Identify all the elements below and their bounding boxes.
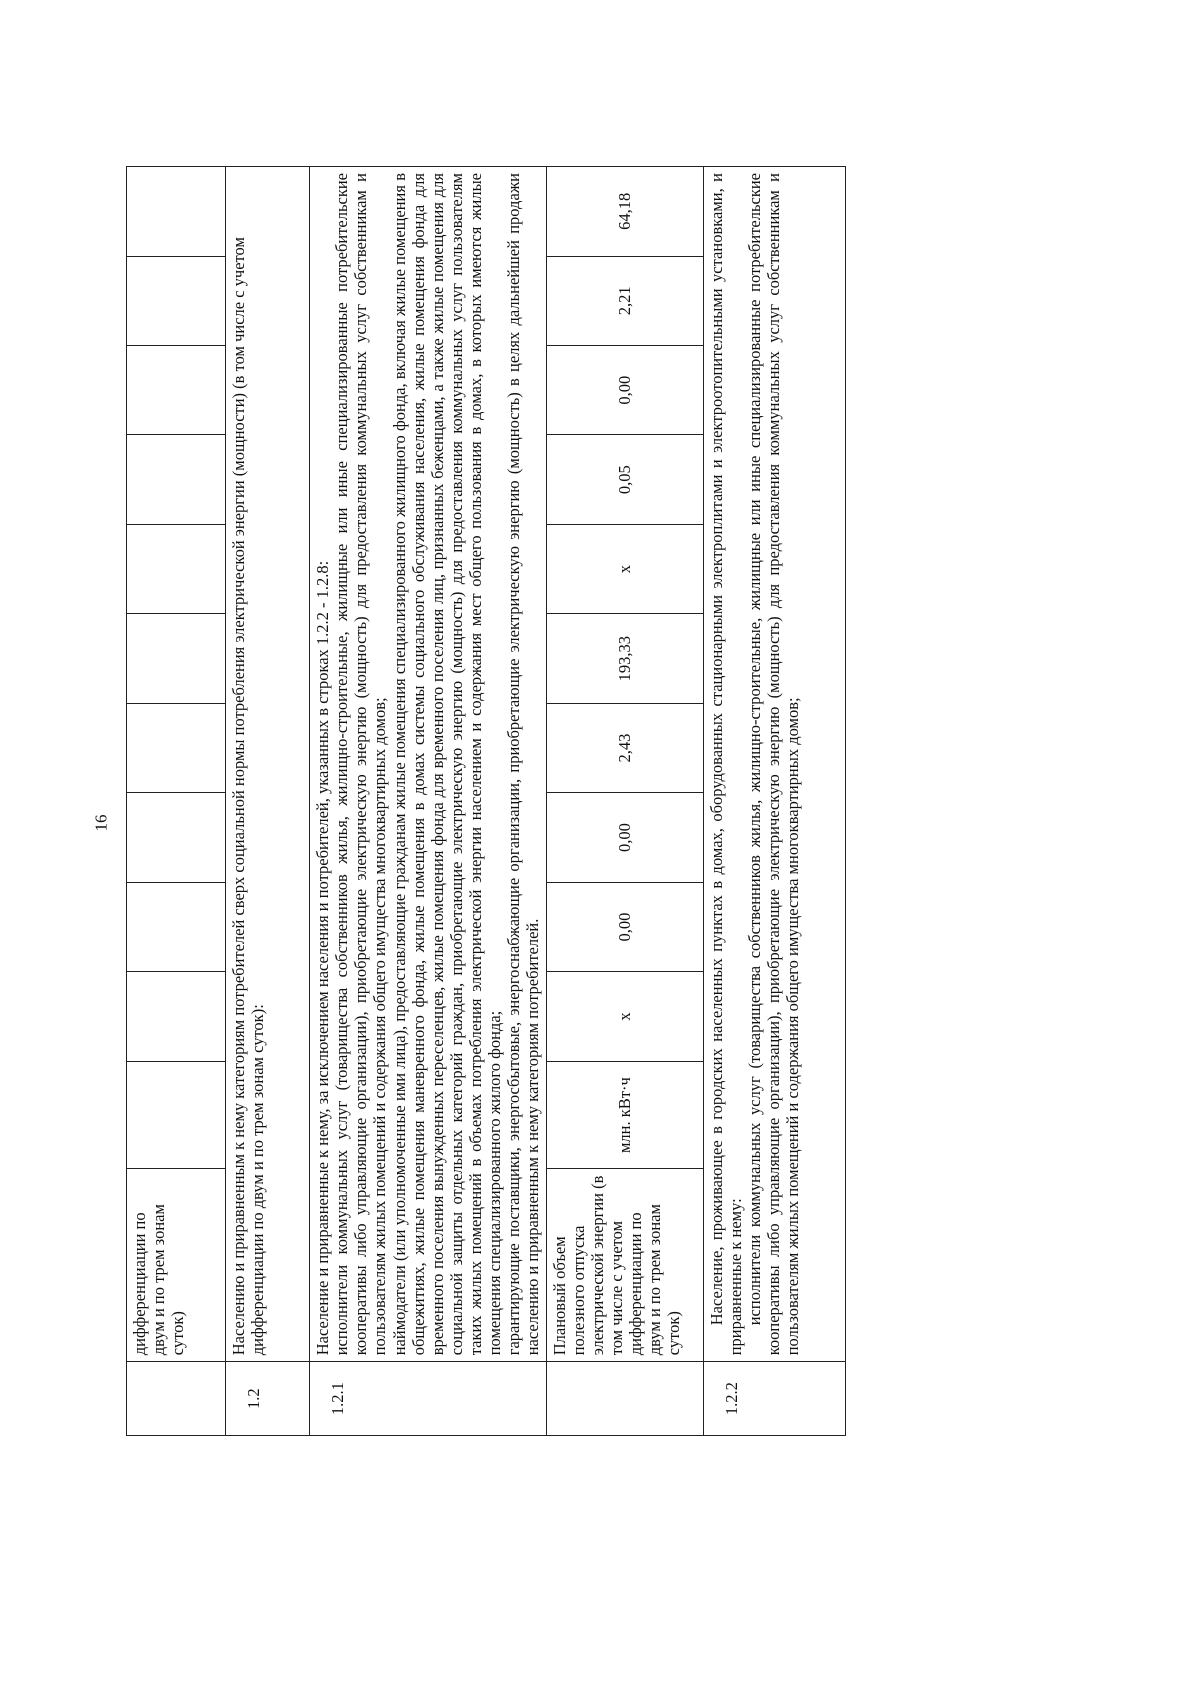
row-number: 1.2.1 [310, 1362, 547, 1436]
page-number: 16 [91, 814, 111, 832]
cell-value: х [546, 972, 703, 1061]
cell-value [127, 972, 226, 1061]
cell-value [127, 793, 226, 882]
cell-value [127, 614, 226, 703]
cell-value: 2,21 [546, 256, 703, 345]
cell-value [127, 435, 226, 524]
cell-name: дифференциации по двум и по трем зонам суток) [127, 1169, 226, 1362]
tariff-table [126, 166, 846, 1436]
cell-num [127, 1362, 226, 1436]
cell-value [127, 256, 226, 345]
row-number: 1.2.2 [703, 1362, 845, 1436]
table-row [703, 167, 845, 1436]
cell-value: 64,18 [546, 167, 703, 257]
paragraph: Население и приравненные к нему, за исключением населения и потребителей, указанных в строках 1.2.2 - 1.2.8: [313, 560, 332, 1356]
paragraph: Население, проживающее в городских населенных пунктах в домах, оборудованных стационарными электроплитами и электроотопительными установками, и приравненные к нему: [706, 173, 745, 1356]
table-row [127, 167, 226, 1436]
cell-value: 193,33 [546, 614, 703, 703]
table-row [546, 167, 703, 1436]
cell-num [546, 1362, 703, 1436]
cell-value: 0,00 [546, 882, 703, 971]
cell-value [127, 703, 226, 792]
cell-value: 0,05 [546, 435, 703, 524]
cell-unit [127, 1061, 226, 1169]
cell-value: 0,00 [546, 793, 703, 882]
cell-value [127, 167, 226, 257]
row-number: 1.2 [226, 1362, 310, 1436]
row-description [310, 167, 547, 1362]
cell-value: 0,00 [546, 346, 703, 435]
tariff-table-rotated [126, 166, 1076, 1436]
plan-volume-label: Плановый объем полезного отпуска электрической энергии (в том числе с учетом дифференциации по двум и по трем зонам суток) [546, 1169, 703, 1362]
paragraph: гарантирующие поставщики, энергосбытовые, энергоснабжающие организации, приобретающие электрическую энергию (мощность) в целях дальнейшей продажи населению и приравненным к нему категориям потребителей. [504, 173, 543, 1356]
table-row [310, 167, 547, 1436]
unit-label: млн. кВт·ч [546, 1061, 703, 1169]
table-row [226, 167, 310, 1436]
cell-value [127, 524, 226, 613]
paragraph: наймодатели (или уполномоченные ими лица), предоставляющие гражданам жилые помещения специализированного жилищного фонда, включая жилые помещения в общежитиях, жилые помещения маневренного фонда, жилые помещения в домах системы социального обслуживания населения, жилые помещения фонда для временного поселения вынужденных переселенцев, жилые помещения фонда для временного поселения лиц, признанных беженцами, а также жилые помещения для социальной защиты отдельных категорий граждан, приобретающие электрическую энергию (мощность) для предоставления коммунальных услуг пользователям таких жилых помещений в объемах потребления электрической энергии населением и содержания мест общего пользования в домах, в которых имеются жилые помещения специализированного жилого фонда; [389, 173, 505, 1356]
paragraph: исполнители коммунальных услуг (товарищества собственников жилья, жилищно-строительные, жилищные или иные специализированные потребительские кооперативы либо управляющие организации), приобретающие электрическую энергию (мощность) для предоставления коммунальных услуг собственникам и пользователям жилых помещений и содержания общего имущества многоквартирных домов; [332, 173, 390, 1356]
paragraph: исполнители коммунальных услуг (товарищества собственников жилья, жилищно-строительные, жилищные или иные специализированные потребительские кооперативы либо управляющие организации), приобретающие электрическую энергию (мощность) для предоставления коммунальных услуг собственникам и пользователям жилых помещений и содержания общего имущества многоквартирных домов; [744, 173, 802, 1356]
cell-value: 2,43 [546, 703, 703, 792]
cell-value [127, 346, 226, 435]
row-description [703, 167, 845, 1362]
row-description: Населению и приравненным к нему категориям потребителей сверх социальной нормы потребления электрической энергии (мощности) (в том числе с учетом дифференциации по двум и по трем зонам суток): [226, 167, 310, 1362]
cell-value: х [546, 524, 703, 613]
cell-value [127, 882, 226, 971]
